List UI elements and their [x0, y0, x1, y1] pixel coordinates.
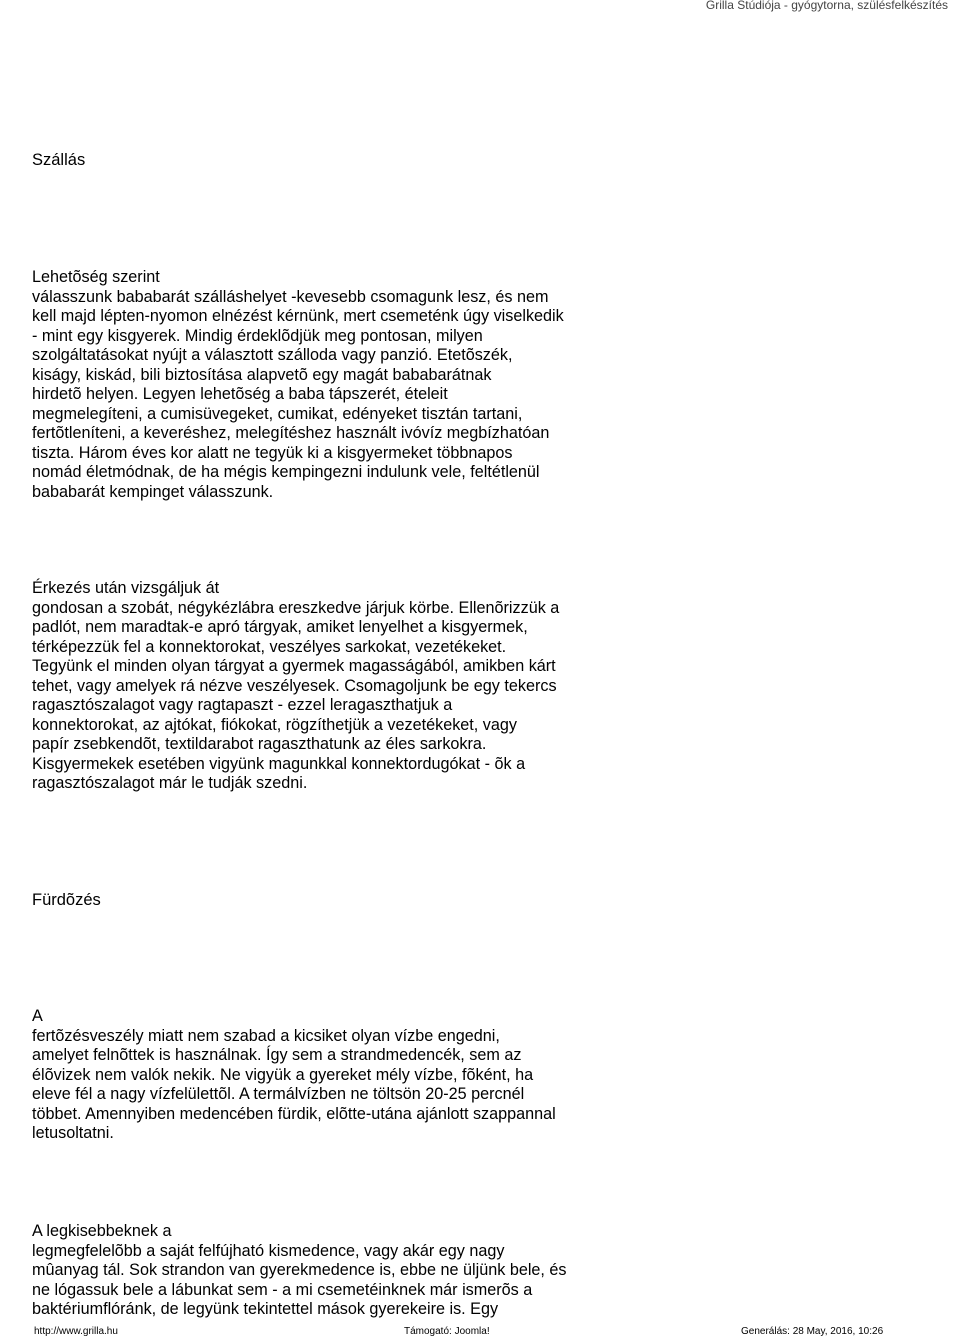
paragraph-fertozes	[32, 1007, 556, 1144]
heading-text: Fürdõzés	[32, 891, 101, 909]
page-footer	[0, 1326, 960, 1338]
paragraph-erkezes	[32, 579, 559, 794]
section-heading-szallas	[32, 151, 85, 171]
footer-generated-date: Generálás: 28 May, 2016, 10:26	[741, 1326, 884, 1337]
paragraph-text: Érkezés után vizsgáljuk át gondosan a szobát, négykézlábra ereszkedve járjuk körbe. Ellenõrizzük a padlót, nem maradtak-e apró tárgyak, amiket lenyelhet a kisgyermek, térképezzük fel a konnektorokat, veszélyes sarkokat, vezetékeket. Tegyünk el minden olyan tárgyat a gyermek magasságából, amikben kárt tehet, vagy amelyek rá nézve veszélyesek. Csomagoljunk be egy tekercs ragasztószalagot vagy ragtapaszt - ezzel leragaszthatjuk a konnektorokat, az ajtókat, fiókokat, rögzíthetjük a vezetékeket, vagy papír zsebkendõt, textildarabot ragaszthatunk az éles sarkokra. Kisgyermekek esetében vigyünk magunkkal konnektordugókat - õk a ragasztószalagot már le tudják szedni.	[32, 579, 560, 792]
footer-url-link[interactable]: http://www.grilla.hu	[34, 1326, 118, 1337]
paragraph-lehetoseg	[32, 268, 564, 502]
paragraph-text: A legkisebbeknek a legmegfelelõbb a saját felfújható kismedence, vagy akár egy nagy mûanyag tál. Sok strandon van gyerekmedence is, ebbe ne üljünk bele, és ne lógassuk bele a lábunkat sem - a mi csemetéinknek már ismerõs a baktériumflóránk, de legyünk tekintettel mások gyerekeire is. Egy	[32, 1222, 567, 1318]
section-heading-furdozes	[32, 891, 101, 911]
paragraph-legkisebbek	[32, 1222, 567, 1320]
heading-text: Szállás	[32, 151, 86, 169]
paragraph-text: Lehetõség szerint válasszunk bababarát szálláshelyet -kevesebb csomagunk lesz, és nem kell majd lépten-nyomon elnézést kérnünk, mert csemeténk úgy viselkedik - mint egy kisgyerek. Mindig érdeklõdjük meg pontosan, milyen szolgáltatásokat nyújt a választott szálloda vagy panzió. Etetõszék, kiságy, kiskád, bili biztosítása alapvetõ egy magát bababarátnak hirdetõ helyen. Legyen lehetõség a baba tápszerét, ételeit megmelegíteni, a cumisüvegeket, cumikat, edényeket tisztán tartani, fertõtleníteni, a keveréshez, melegítéshez használt ivóvíz megbízhatóan tiszta. Három éves kor alatt ne tegyük ki a kisgyermeket többnapos nomád életmódnak, de ha mégis kempingezni indulunk vele, feltétlenül bababarát kempinget válasszunk.	[32, 268, 564, 501]
paragraph-text: A fertõzésveszély miatt nem szabad a kicsiket olyan vízbe engedni, amelyet felnõttek is használnak. Így sem a strandmedencék, sem az élõvizek nem valók nekik. Ne vigyük a gyereket mély vízbe, fõként, ha eleve fél a nagy vízfelülettõl. A termálvízben ne töltsön 20-25 percnél többet. Amennyiben medencében fürdik, elõtte-utána ajánlott szappannal letusoltatni.	[32, 1007, 556, 1142]
page-header-title: Grilla Stúdiója - gyógytorna, szülésfelkészítés	[705, 0, 948, 12]
footer-sponsor: Támogató: Joomla!	[404, 1326, 490, 1337]
